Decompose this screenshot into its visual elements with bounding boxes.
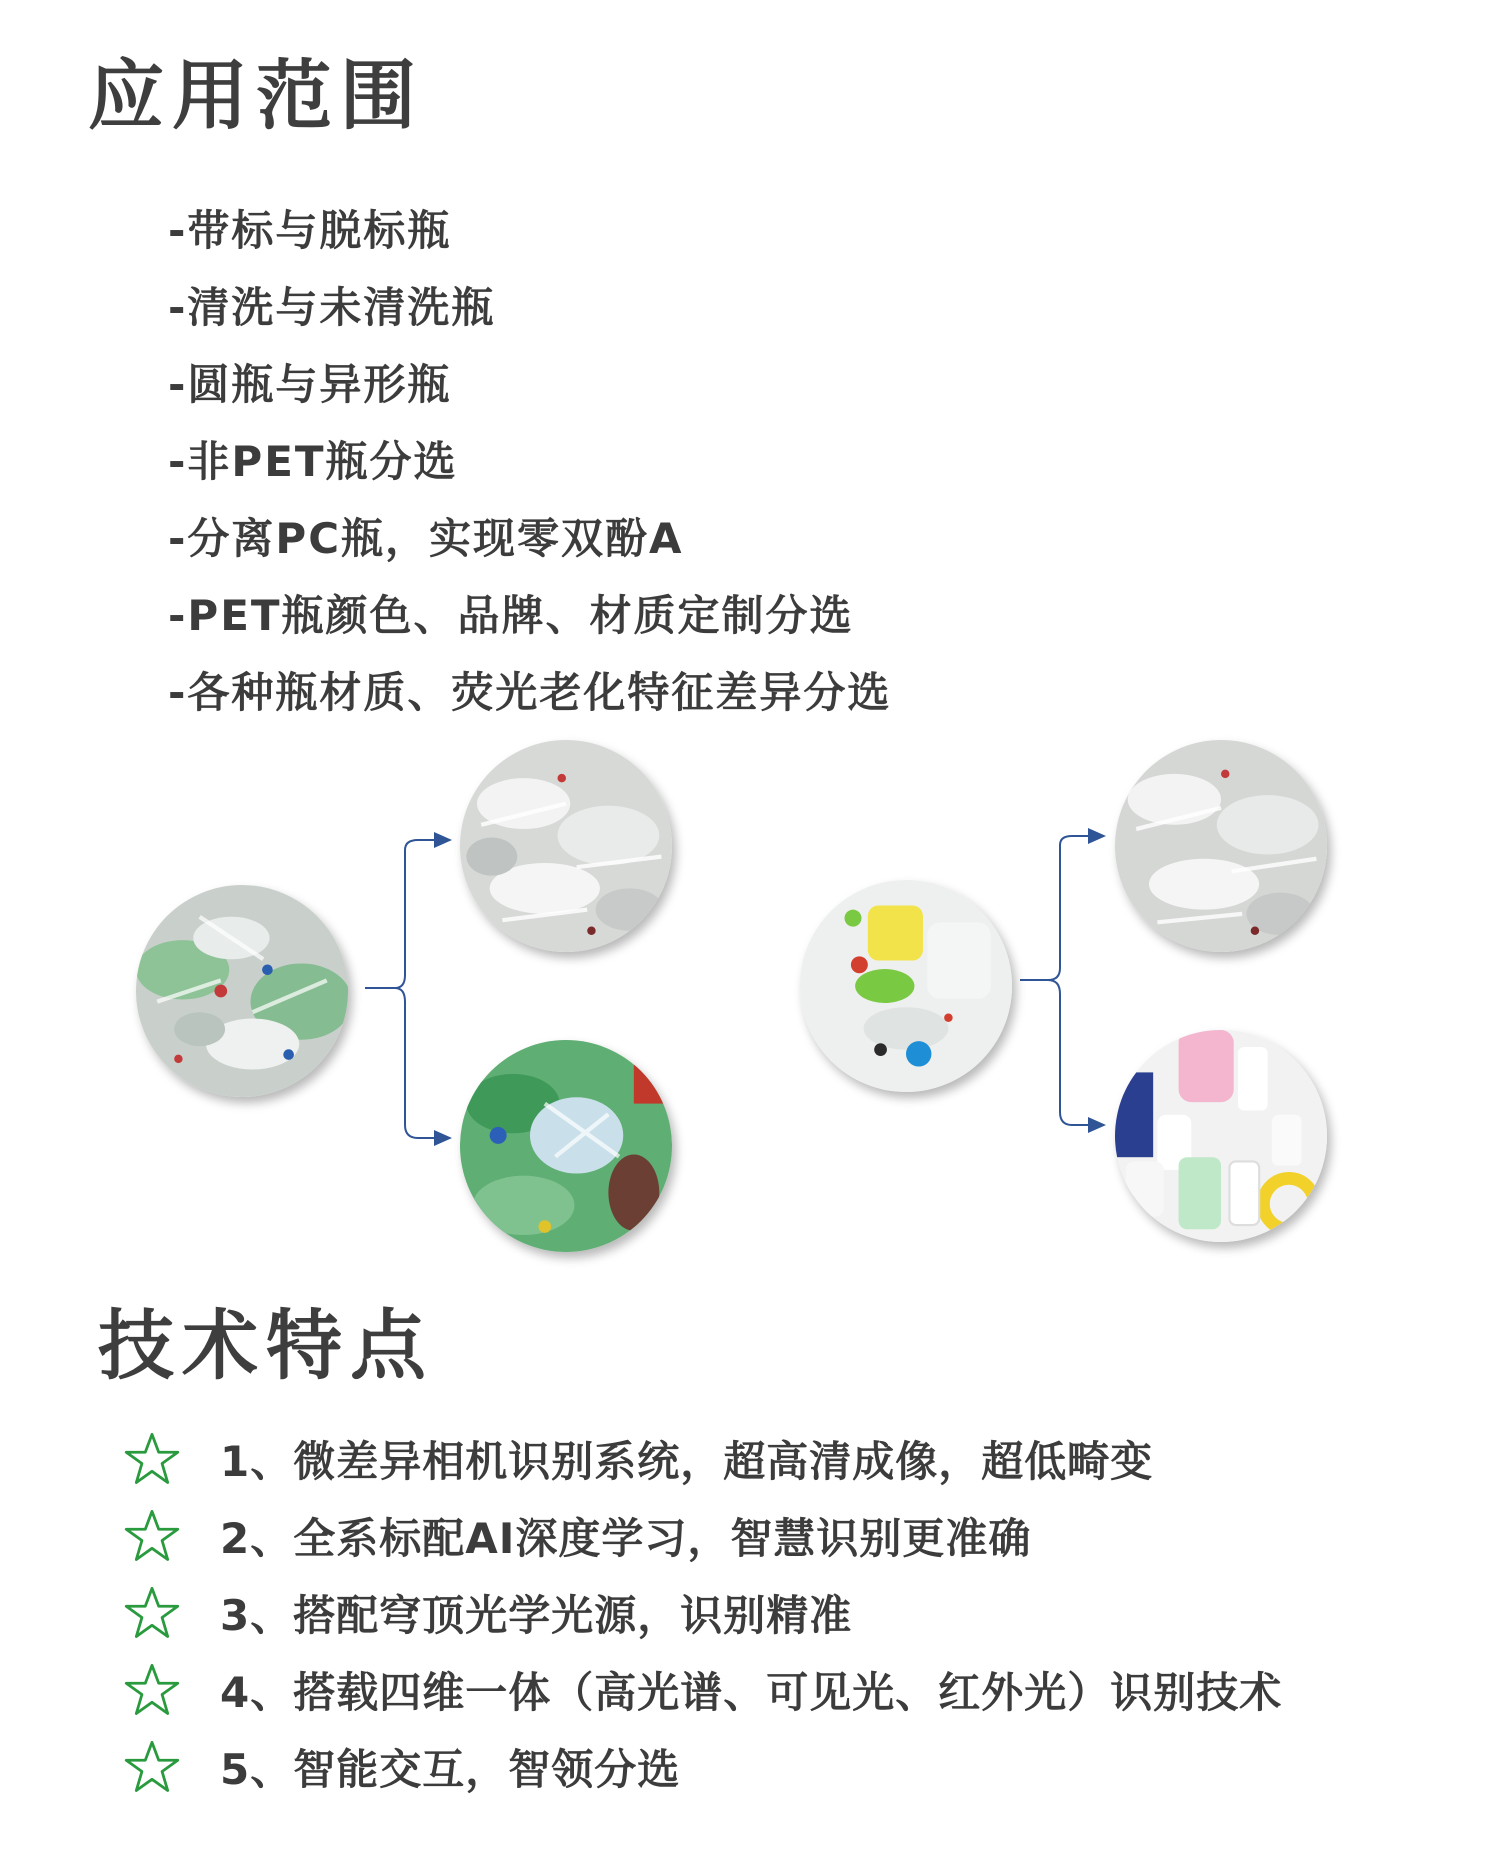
mixed-bottles-photo: [136, 885, 348, 1097]
list-item: [124, 1420, 1282, 1497]
clear-bottles-photo: [460, 740, 672, 952]
application-scope-title: 应用范围: [88, 51, 424, 140]
sorting-diagram: [0, 740, 1511, 1250]
feature-text: 2、全系标配AI深度学习，智慧识别更准确: [220, 1513, 1032, 1563]
star-icon: [124, 1662, 180, 1718]
list-item: -圆瓶与异形瓶: [168, 360, 452, 409]
left-split-arrow: [395, 988, 450, 1138]
list-item: [124, 1728, 1282, 1805]
star-icon: [124, 1508, 180, 1564]
list-item: [124, 1497, 1282, 1574]
hdpe-bottles-photo: [1115, 1030, 1327, 1242]
colored-plastic-photo: [800, 880, 1012, 1092]
list-item: [124, 1574, 1282, 1651]
feature-text: 4、搭载四维一体（高光谱、可见光、红外光）识别技术: [220, 1667, 1283, 1717]
technical-features-title: 技术特点: [98, 1301, 434, 1390]
list-item: -非PET瓶分选: [168, 437, 458, 486]
list-item: -带标与脱标瓶: [168, 206, 452, 255]
star-icon: [124, 1585, 180, 1641]
green-bottles-photo: [460, 1040, 672, 1252]
star-icon: [124, 1431, 180, 1487]
list-item: -各种瓶材质、荧光老化特征差异分选: [168, 668, 892, 717]
feature-text: 3、搭配穹顶光学光源，识别精准: [220, 1590, 853, 1640]
feature-text: 1、微差异相机识别系统，超高清成像，超低畸变: [220, 1436, 1154, 1486]
list-item: -分离PC瓶，实现零双酚A: [168, 514, 684, 563]
list-item: -清洗与未清洗瓶: [168, 283, 496, 332]
left-split-arrow: [365, 840, 450, 988]
application-scope-list: [168, 192, 891, 731]
right-split-arrow: [1048, 980, 1104, 1125]
feature-text: 5、智能交互，智领分选: [220, 1744, 681, 1794]
list-item: -PET瓶颜色、品牌、材质定制分选: [168, 591, 854, 640]
list-item: [124, 1651, 1282, 1728]
clear-bottles-photo: [1115, 740, 1327, 952]
right-split-arrow: [1020, 836, 1104, 980]
star-icon: [124, 1739, 180, 1795]
technical-features-list: [124, 1420, 1282, 1805]
